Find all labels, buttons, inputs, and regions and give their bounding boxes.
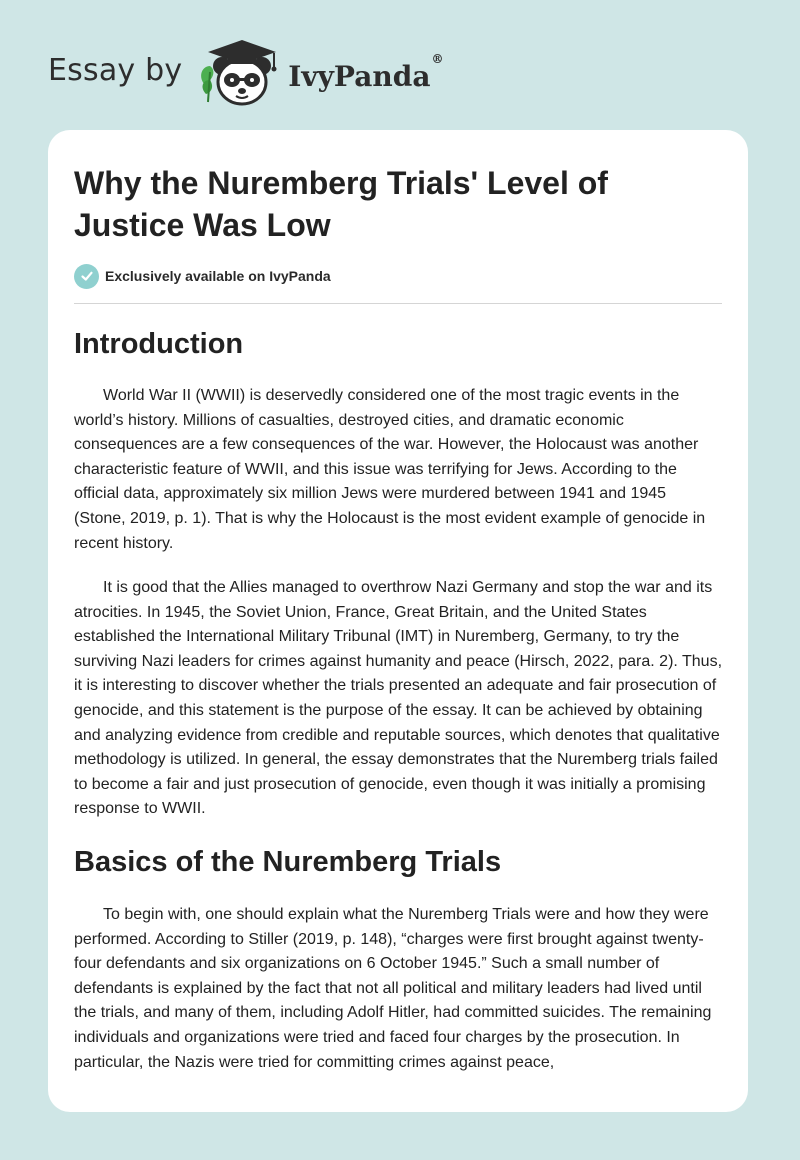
site-header: [48, 34, 443, 114]
essay-by-label: Essay by: [48, 52, 183, 88]
brand-name[interactable]: IvyPanda®: [288, 52, 444, 93]
section-heading-introduction: Introduction: [74, 328, 244, 360]
panda-logo-icon[interactable]: [196, 36, 284, 112]
registered-mark: ®: [431, 52, 444, 67]
paragraph: It is good that the Allies managed to overthrow Nazi Germany and stop the war and its atrocities. In 1945, the Soviet Union, France, Great Britain, and the United States established the International Military Tribunal (IMT) in Nuremberg, Germany, to try the surviving Nazi leaders for crimes against humanity and peace (Hirsch, 2022, para. 2). Thus, it is interesting to discover whether the trials presented an adequate and fair prosecution of genocide, and this statement is the purpose of the essay. It can be achieved by obtaining and analyzing evidence from credible and reputable sources, which denotes that qualitative methodology is utilized. In general, the essay demonstrates that the Nuremberg trials failed to become a fair and just prosecution of genocide, even though it was initially a promising response to WWII.: [74, 579, 723, 818]
exclusive-badge: [74, 263, 331, 289]
page-title: Why the Nuremberg Trials' Level of Justice Was Low: [74, 165, 608, 243]
checkmark-icon: [74, 264, 99, 289]
paragraph: To begin with, one should explain what the Nuremberg Trials were and how they were performed. According to Stiller (2019, p. 148), “charges were first brought against twenty-four defendants and six organizations on 6 October 1945.” Such a small number of defendants is explained by the fact that not all political and military leaders had lived until the trials, and many of them, including Adolf Hitler, had committed suicides. The remaining individuals and organizations were tried and faced four charges by the prosecution. In particular, the Nazis were tried for committing crimes against peace,: [74, 906, 712, 1071]
paragraph: World War II (WWII) is deservedly considered one of the most tragic events in the world’s history. Millions of casualties, destroyed cities, and dramatic economic consequences are a few consequences of the war. However, the Holocaust was another characteristic feature of WWII, and this issue was terrifying for Jews. According to the official data, approximately six million Jews were murdered between 1941 and 1945 (Stone, 2019, p. 1). That is why the Holocaust is the most evident example of genocide in recent history.: [74, 387, 706, 552]
title-divider: [74, 303, 722, 304]
exclusive-badge-label: Exclusively available on IvyPanda: [105, 268, 331, 284]
section-heading-basics: Basics of the Nuremberg Trials: [74, 846, 502, 878]
essay-card: [48, 130, 748, 1112]
